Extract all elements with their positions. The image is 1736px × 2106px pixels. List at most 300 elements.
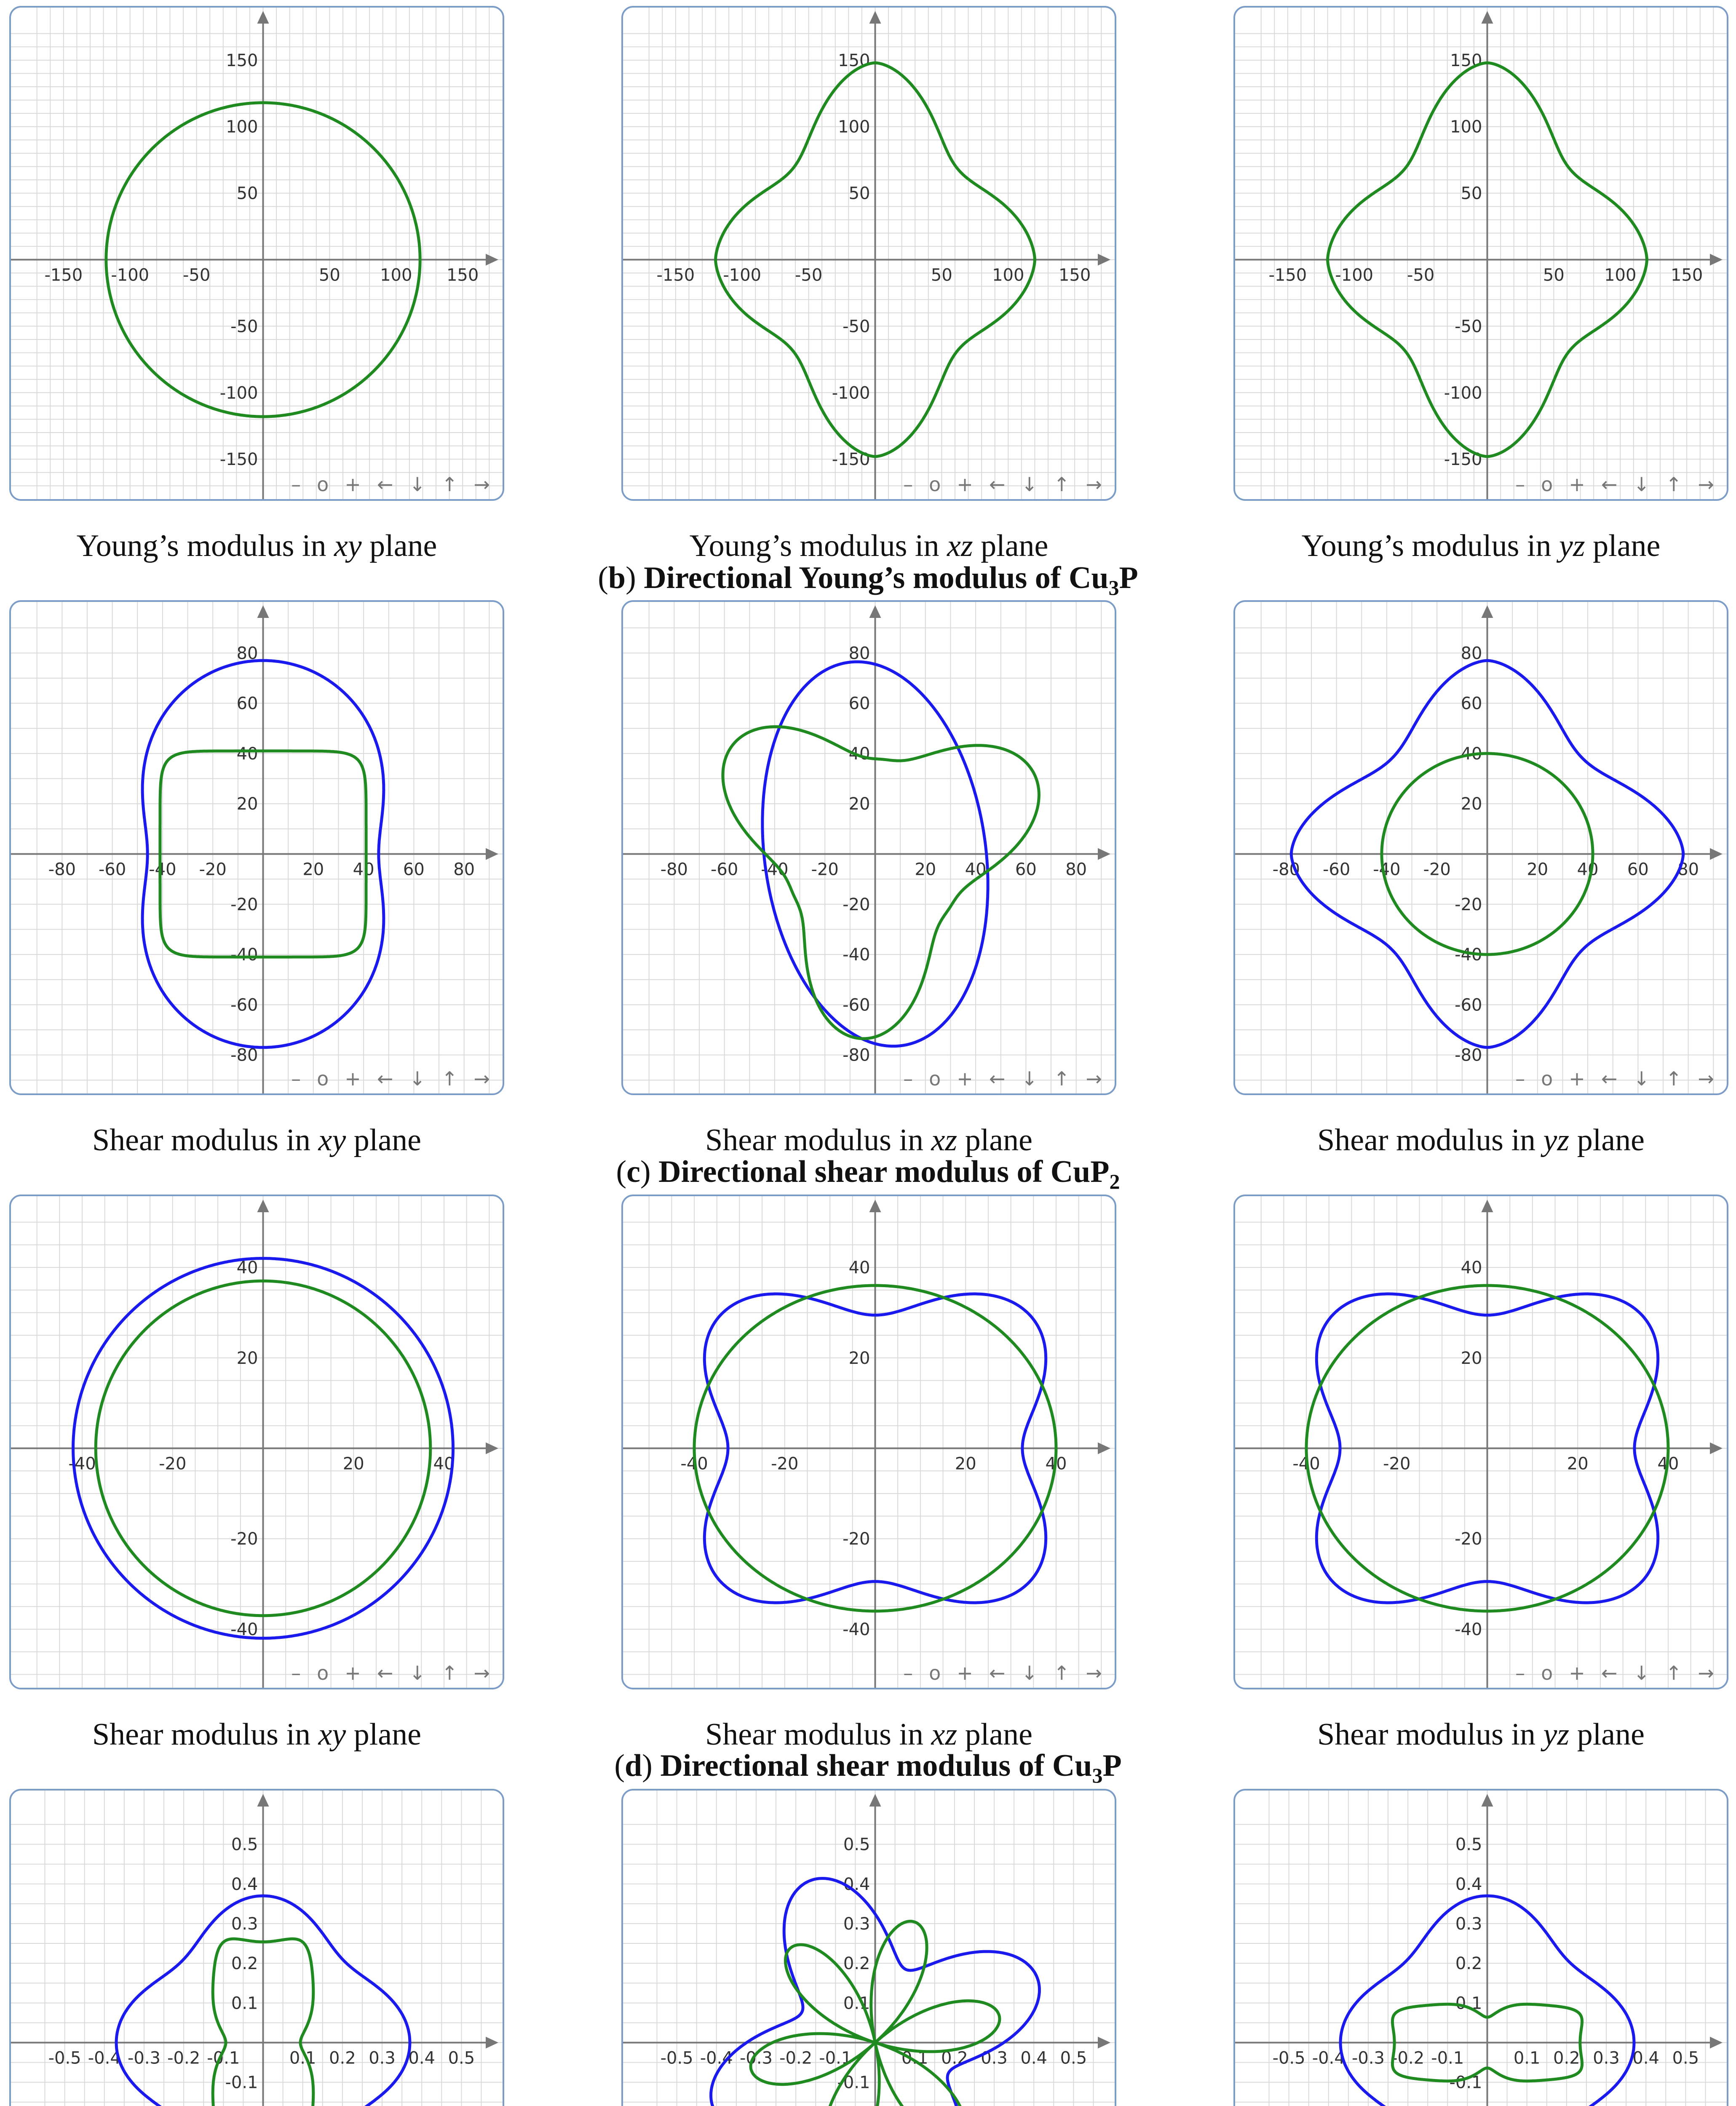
pan-up-icon[interactable]: ↑	[441, 1662, 458, 1684]
grid	[623, 8, 1115, 499]
x-tick-label: -40	[761, 860, 789, 879]
caption-prefix: Young’s modulus in	[1301, 529, 1559, 563]
y-axis-arrow	[257, 1200, 269, 1212]
reset-icon[interactable]: o	[1541, 1067, 1553, 1090]
x-tick-label: -20	[811, 860, 839, 879]
y-tick-label: 40	[1460, 1258, 1482, 1278]
grid	[11, 602, 503, 1093]
pan-up-icon[interactable]: ↑	[1665, 1662, 1682, 1684]
polar-plot	[623, 1791, 1115, 2106]
pan-down-icon[interactable]: ↓	[409, 1662, 425, 1684]
y-tick-label: 0.5	[843, 1835, 870, 1855]
caption-suffix: plane	[1569, 1717, 1645, 1752]
chart-panel-4[interactable]	[9, 600, 504, 1095]
reset-icon[interactable]: o	[317, 1067, 329, 1090]
caption-plane: xz	[947, 529, 973, 563]
y-tick-label: 0.3	[1455, 1914, 1482, 1934]
y-axis-arrow	[1482, 1794, 1493, 1807]
y-tick-label: 60	[236, 694, 258, 714]
y-tick-label: -40	[230, 1620, 258, 1639]
polar-plot	[11, 1791, 503, 2106]
x-tick-label: 0.5	[1060, 2048, 1087, 2068]
zoom-out-icon[interactable]: –	[291, 473, 301, 496]
pan-down-icon[interactable]: ↓	[1633, 473, 1650, 496]
caption-suffix: plane	[1569, 1123, 1645, 1157]
y-tick-label: 0.4	[843, 1874, 870, 1894]
pan-left-icon[interactable]: ←	[1601, 1067, 1618, 1090]
pan-down-icon[interactable]: ↓	[1021, 1662, 1038, 1684]
y-tick-label: 150	[226, 51, 258, 70]
polar-plot	[1235, 602, 1727, 1093]
y-tick-label: -60	[230, 995, 258, 1015]
y-tick-label: 0.3	[843, 1914, 870, 1934]
x-tick-label: 150	[1670, 265, 1703, 285]
zoom-in-icon[interactable]: +	[957, 1067, 973, 1090]
zoom-out-icon[interactable]: –	[903, 473, 913, 496]
y-tick-label: 0.4	[1455, 1874, 1482, 1894]
caption-plane: xz	[931, 1717, 958, 1752]
graph-toolbar	[903, 473, 1102, 496]
x-tick-label: 0.4	[1632, 2048, 1660, 2068]
y-tick-label: 50	[848, 184, 870, 203]
x-tick-label: 0.3	[369, 2048, 396, 2068]
y-axis-arrow	[869, 11, 881, 24]
x-tick-label: 100	[992, 265, 1024, 285]
pan-down-icon[interactable]: ↓	[409, 1067, 425, 1090]
caption-prefix: Shear modulus in	[1317, 1123, 1543, 1157]
x-tick-label: -0.5	[1272, 2048, 1305, 2068]
section-title-b: (b) Directional Young’s modulus of $Cu_3P$	[598, 561, 1138, 599]
caption-prefix: Shear modulus in	[705, 1717, 931, 1752]
x-tick-label: 20	[955, 1454, 976, 1474]
chart-panel-6[interactable]	[1233, 600, 1728, 1095]
x-tick-label: -20	[771, 1454, 799, 1474]
x-tick-label: -0.3	[1351, 2048, 1385, 2068]
x-tick-label: -0.1	[819, 2048, 852, 2068]
y-tick-label: -40	[230, 945, 258, 965]
x-axis-arrow	[486, 2037, 498, 2049]
y-tick-label: 20	[236, 1348, 258, 1368]
y-tick-label: 20	[236, 794, 258, 814]
x-tick-label: 0.5	[448, 2048, 475, 2068]
x-tick-label: -80	[660, 860, 688, 879]
graph-toolbar	[291, 1662, 490, 1684]
x-tick-label: -60	[98, 860, 126, 879]
pan-up-icon[interactable]: ↑	[441, 473, 458, 496]
y-tick-label: -150	[1444, 450, 1482, 470]
reset-icon[interactable]: o	[317, 1662, 329, 1684]
x-tick-label: -40	[680, 1454, 708, 1474]
x-tick-label: 0.2	[329, 2048, 356, 2068]
x-tick-label: 40	[1045, 1454, 1067, 1474]
caption-prefix: Shear modulus in	[1317, 1717, 1543, 1752]
panel-caption	[1233, 1717, 1728, 1753]
y-tick-label: 60	[1460, 694, 1482, 714]
x-tick-label: 0.5	[1672, 2048, 1699, 2068]
y-tick-label: 0.2	[843, 1954, 870, 1974]
zoom-out-icon[interactable]: –	[1515, 1067, 1525, 1090]
y-tick-label: 40	[848, 1258, 870, 1278]
section-text: Directional shear modulus of $Cu_3P$	[660, 1748, 1122, 1787]
chart-panel-12[interactable]	[1233, 1789, 1728, 2106]
x-tick-label: 20	[1527, 860, 1549, 879]
x-tick-label: 100	[380, 265, 412, 285]
caption-suffix: plane	[361, 529, 437, 563]
x-tick-label: -0.2	[779, 2048, 813, 2068]
x-tick-label: 20	[302, 860, 324, 879]
y-tick-label: 50	[1460, 184, 1482, 203]
pan-left-icon[interactable]: ←	[1601, 473, 1618, 496]
x-tick-label: 0.3	[1593, 2048, 1620, 2068]
y-tick-label: -50	[1455, 317, 1482, 337]
pan-right-icon[interactable]: →	[473, 1067, 490, 1090]
y-tick-label: -20	[230, 895, 258, 914]
y-tick-label: 0.5	[231, 1835, 258, 1855]
x-tick-label: 100	[1604, 265, 1637, 285]
grid	[623, 602, 1115, 1093]
x-tick-label: -20	[159, 1454, 187, 1474]
x-tick-label: 0.4	[1020, 2048, 1048, 2068]
caption-suffix: plane	[973, 529, 1049, 563]
reset-icon[interactable]: o	[1541, 1662, 1553, 1684]
x-tick-label: -150	[1268, 265, 1307, 285]
y-axis-arrow	[1482, 11, 1493, 24]
zoom-out-icon[interactable]: –	[1515, 1662, 1525, 1684]
x-tick-label: -0.5	[660, 2048, 693, 2068]
y-tick-label: 100	[226, 117, 258, 137]
pan-up-icon[interactable]: ↑	[1053, 1067, 1070, 1090]
graph-toolbar	[1515, 1662, 1714, 1684]
zoom-out-icon[interactable]: –	[291, 1662, 301, 1684]
grid	[1235, 602, 1727, 1093]
chart-panel-5[interactable]	[621, 600, 1116, 1095]
zoom-in-icon[interactable]: +	[1569, 473, 1585, 496]
x-tick-label: 40	[1657, 1454, 1679, 1474]
x-tick-label: 150	[1058, 265, 1091, 285]
y-tick-label: 20	[1460, 1348, 1482, 1368]
polar-plot	[11, 602, 503, 1093]
panel-caption	[9, 528, 504, 564]
y-tick-label: -60	[843, 995, 870, 1015]
x-axis-arrow	[1098, 254, 1110, 266]
polar-plot	[1235, 1791, 1727, 2106]
zoom-in-icon[interactable]: +	[957, 473, 973, 496]
reset-icon[interactable]: o	[1541, 473, 1553, 496]
x-tick-label: 60	[403, 860, 425, 879]
pan-left-icon[interactable]: ←	[989, 1067, 1006, 1090]
caption-plane: yz	[1543, 1717, 1570, 1752]
y-tick-label: -80	[230, 1045, 258, 1065]
y-tick-label: -20	[1455, 1529, 1482, 1549]
x-tick-label: -0.4	[1312, 2048, 1345, 2068]
x-tick-label: -60	[1322, 860, 1351, 879]
y-axis-arrow	[257, 1794, 269, 1807]
polar-plot	[11, 1196, 503, 1688]
y-tick-label: 20	[848, 1348, 870, 1368]
caption-suffix: plane	[1585, 529, 1661, 563]
y-axis-arrow	[869, 605, 881, 618]
x-tick-label: 40	[353, 860, 374, 879]
x-tick-label: -100	[723, 265, 762, 285]
panel-caption	[9, 1717, 504, 1753]
pan-left-icon[interactable]: ←	[377, 473, 393, 496]
polar-plot	[623, 8, 1115, 499]
pan-left-icon[interactable]: ←	[989, 1662, 1006, 1684]
reset-icon[interactable]: o	[929, 1067, 941, 1090]
pan-right-icon[interactable]: →	[1086, 1067, 1102, 1090]
x-tick-label: -20	[1383, 1454, 1411, 1474]
y-tick-label: -20	[843, 895, 870, 914]
y-tick-label: 100	[838, 117, 870, 137]
graph-toolbar	[291, 1067, 490, 1090]
y-tick-label: -20	[843, 1529, 870, 1549]
reset-icon[interactable]: o	[317, 473, 329, 496]
y-tick-label: 0.2	[1455, 1954, 1482, 1974]
caption-plane: yz	[1543, 1123, 1570, 1157]
x-tick-label: 50	[931, 265, 952, 285]
x-tick-label: -0.5	[48, 2048, 81, 2068]
caption-prefix: Young’s modulus in	[76, 529, 334, 563]
zoom-in-icon[interactable]: +	[957, 1662, 973, 1684]
x-tick-label: 50	[1543, 265, 1565, 285]
chart-panel-2[interactable]	[621, 6, 1116, 501]
y-tick-label: 0.1	[231, 1994, 258, 2013]
y-tick-label: -40	[1455, 945, 1482, 965]
pan-right-icon[interactable]: →	[1698, 473, 1714, 496]
x-tick-label: -50	[1407, 265, 1435, 285]
pan-right-icon[interactable]: →	[1698, 1067, 1714, 1090]
pan-down-icon[interactable]: ↓	[1021, 1067, 1038, 1090]
graph-toolbar	[1515, 1067, 1714, 1090]
x-axis-arrow	[1710, 848, 1723, 860]
y-tick-label: -80	[1455, 1045, 1482, 1065]
x-tick-label: -40	[149, 860, 177, 879]
x-tick-label: -0.2	[1391, 2048, 1425, 2068]
x-tick-label: -40	[1292, 1454, 1320, 1474]
y-tick-label: 40	[1460, 744, 1482, 764]
polar-plot	[1235, 1196, 1727, 1688]
x-tick-label: -150	[44, 265, 83, 285]
y-tick-label: -20	[1455, 895, 1482, 914]
x-tick-label: -40	[68, 1454, 96, 1474]
polar-plot	[623, 1196, 1115, 1688]
x-tick-label: -60	[710, 860, 738, 879]
reset-icon[interactable]: o	[929, 473, 941, 496]
y-tick-label: 0.5	[1455, 1835, 1482, 1855]
x-tick-label: -80	[1272, 860, 1300, 879]
caption-suffix: plane	[957, 1717, 1033, 1752]
x-tick-label: -0.4	[88, 2048, 121, 2068]
graph-toolbar	[903, 1067, 1102, 1090]
pan-right-icon[interactable]: →	[1698, 1662, 1714, 1684]
section-letter: d	[625, 1748, 642, 1783]
pan-up-icon[interactable]: ↑	[441, 1067, 458, 1090]
y-tick-label: 80	[1460, 644, 1482, 663]
grid	[11, 8, 503, 499]
x-tick-label: 0.3	[981, 2048, 1008, 2068]
pan-down-icon[interactable]: ↓	[409, 473, 425, 496]
pan-down-icon[interactable]: ↓	[1021, 473, 1038, 496]
y-tick-label: 150	[1450, 51, 1482, 70]
pan-right-icon[interactable]: →	[473, 473, 490, 496]
zoom-out-icon[interactable]: –	[291, 1067, 301, 1090]
grid	[1235, 8, 1727, 499]
y-tick-label: 0.1	[1455, 1994, 1482, 2013]
pan-up-icon[interactable]: ↑	[1053, 473, 1070, 496]
x-tick-label: -100	[111, 265, 150, 285]
x-tick-label: 80	[1065, 860, 1087, 879]
section-title-c: (c) Directional shear modulus of CuP$_2$	[616, 1155, 1120, 1193]
panel-caption	[621, 528, 1116, 564]
chart-panel-9[interactable]	[1233, 1195, 1728, 1689]
caption-suffix: plane	[957, 1123, 1033, 1157]
x-axis-arrow	[1710, 254, 1723, 266]
zoom-out-icon[interactable]: –	[903, 1067, 913, 1090]
pan-right-icon[interactable]: →	[473, 1662, 490, 1684]
chart-panel-1[interactable]	[9, 6, 504, 501]
y-tick-label: -50	[230, 317, 258, 337]
x-tick-label: 0.1	[901, 2048, 928, 2068]
caption-plane: xy	[318, 1717, 346, 1752]
y-tick-label: -20	[230, 1529, 258, 1549]
x-axis-arrow	[486, 254, 498, 266]
y-axis-arrow	[869, 1200, 881, 1212]
series-green-curve	[723, 727, 1039, 1039]
y-tick-label: 80	[848, 644, 870, 663]
x-tick-label: 60	[1627, 860, 1649, 879]
x-tick-label: -100	[1335, 265, 1374, 285]
chart-panel-10[interactable]	[9, 1789, 504, 2106]
x-tick-label: 50	[318, 265, 340, 285]
x-tick-label: -0.3	[739, 2048, 773, 2068]
y-tick-label: 60	[848, 694, 870, 714]
y-tick-label: -0.1	[225, 2073, 258, 2093]
x-tick-label: 40	[965, 860, 987, 879]
pan-down-icon[interactable]: ↓	[1633, 1662, 1650, 1684]
pan-left-icon[interactable]: ←	[377, 1662, 393, 1684]
x-tick-label: 80	[1677, 860, 1699, 879]
section-text: Directional Young’s modulus of $Cu_3P$	[644, 561, 1138, 599]
caption-plane: yz	[1559, 529, 1585, 563]
x-axis-arrow	[1098, 2037, 1110, 2049]
panel-caption	[1233, 1122, 1728, 1158]
graph-toolbar	[291, 473, 490, 496]
polar-plot	[11, 8, 503, 499]
x-tick-label: 20	[915, 860, 936, 879]
y-tick-label: 20	[848, 794, 870, 814]
chart-panel-8[interactable]	[621, 1195, 1116, 1689]
x-axis-arrow	[1098, 848, 1110, 860]
zoom-out-icon[interactable]: –	[1515, 473, 1525, 496]
caption-plane: xz	[931, 1123, 958, 1157]
x-tick-label: -40	[1373, 860, 1401, 879]
y-tick-label: -150	[219, 450, 258, 470]
y-tick-label: 50	[236, 184, 258, 203]
y-tick-label: 0.3	[231, 1914, 258, 1934]
caption-prefix: Shear modulus in	[92, 1717, 318, 1752]
y-tick-label: 150	[838, 51, 870, 70]
pan-up-icon[interactable]: ↑	[1053, 1662, 1070, 1684]
x-tick-label: -50	[182, 265, 211, 285]
y-axis-arrow	[257, 605, 269, 618]
x-axis-arrow	[1710, 1443, 1723, 1454]
polar-plot	[1235, 8, 1727, 499]
chart-panel-11[interactable]	[621, 1789, 1116, 2106]
x-tick-label: -20	[199, 860, 227, 879]
x-tick-label: -80	[48, 860, 76, 879]
chart-panel-3[interactable]	[1233, 6, 1728, 501]
pan-up-icon[interactable]: ↑	[1665, 473, 1682, 496]
y-tick-label: -100	[1444, 383, 1482, 403]
y-tick-label: -150	[832, 450, 870, 470]
x-tick-label: 40	[1577, 860, 1599, 879]
y-axis-arrow	[257, 11, 269, 24]
caption-prefix: Shear modulus in	[92, 1123, 318, 1157]
y-tick-label: 20	[1460, 794, 1482, 814]
chart-panel-7[interactable]	[9, 1195, 504, 1689]
y-tick-label: -100	[832, 383, 870, 403]
pan-right-icon[interactable]: →	[1086, 1662, 1102, 1684]
x-tick-label: 40	[433, 1454, 455, 1474]
x-tick-label: -0.4	[700, 2048, 733, 2068]
panel-caption	[9, 1122, 504, 1158]
graph-toolbar	[1515, 473, 1714, 496]
y-tick-label: -80	[843, 1045, 870, 1065]
zoom-in-icon[interactable]: +	[345, 473, 361, 496]
pan-right-icon[interactable]: →	[1086, 473, 1102, 496]
x-tick-label: 0.4	[408, 2048, 436, 2068]
caption-prefix: Young’s modulus in	[689, 529, 947, 563]
pan-up-icon[interactable]: ↑	[1665, 1067, 1682, 1090]
x-tick-label: 60	[1015, 860, 1037, 879]
x-tick-label: 20	[1567, 1454, 1589, 1474]
caption-prefix: Shear modulus in	[705, 1123, 931, 1157]
x-tick-label: -150	[656, 265, 695, 285]
y-axis-arrow	[1482, 605, 1493, 618]
x-tick-label: 0.1	[289, 2048, 316, 2068]
zoom-in-icon[interactable]: +	[345, 1662, 361, 1684]
panel-caption	[621, 1717, 1116, 1753]
y-tick-label: 40	[848, 744, 870, 764]
y-tick-label: -50	[843, 317, 870, 337]
x-tick-label: 20	[342, 1454, 364, 1474]
x-tick-label: -0.3	[127, 2048, 160, 2068]
zoom-out-icon[interactable]: –	[903, 1662, 913, 1684]
pan-left-icon[interactable]: ←	[989, 473, 1006, 496]
y-tick-label: 0.2	[231, 1954, 258, 1974]
x-tick-label: -20	[1423, 860, 1451, 879]
y-axis-arrow	[869, 1794, 881, 1807]
pan-left-icon[interactable]: ←	[377, 1067, 393, 1090]
pan-left-icon[interactable]: ←	[1601, 1662, 1618, 1684]
caption-suffix: plane	[346, 1123, 421, 1157]
zoom-in-icon[interactable]: +	[345, 1067, 361, 1090]
caption-suffix: plane	[346, 1717, 421, 1752]
pan-down-icon[interactable]: ↓	[1633, 1067, 1650, 1090]
zoom-in-icon[interactable]: +	[1569, 1662, 1585, 1684]
x-tick-label: -0.2	[167, 2048, 201, 2068]
y-tick-label: 0.1	[843, 1994, 870, 2013]
x-axis-arrow	[1098, 1443, 1110, 1454]
zoom-in-icon[interactable]: +	[1569, 1067, 1585, 1090]
x-tick-label: -50	[794, 265, 823, 285]
caption-plane: xy	[334, 529, 362, 563]
y-tick-label: 100	[1450, 117, 1482, 137]
reset-icon[interactable]: o	[929, 1662, 941, 1684]
y-tick-label: 80	[236, 644, 258, 663]
x-tick-label: 80	[453, 860, 475, 879]
section-title-d: (d) Directional shear modulus of $Cu_3P$	[614, 1748, 1122, 1787]
